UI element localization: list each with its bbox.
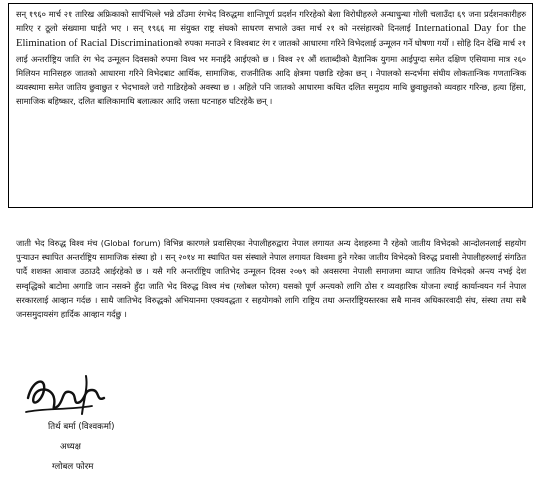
paragraph-global-forum: जाती भेद विरुद्ध विश्व मंच (Global forum) विभिन्न कारणले प्रवासिएका नेपालीहरुद्वारा नेपाल लगायत अन्य देशहरुमा नै रहेको जातीय विभेदको आन्दोलनलाई सहयोग पुऱ्याउन स्थापित अन्तर्राष्ट्रिय सामाजिक संस्था हो । सन् २०१४ मा स्थापित यस संस्थाले नेपाल लगायत विश्वमा हुने गरेका जातीय विभेदको विरुद्ध प्रवासी नेपालीहरुलाई संगठित पार्दै शशक्त आवाज उठाउदै आईरहेको छ । यसै गरि अन्तर्राष्ट्रिय जातिभेद उन्मूलन दिवस २०७९ को अवसरमा नेपाली समाजमा व्याप्त जातिय विभेदको अन्त्य नभई देश सम्वृद्धिको बाटोमा अगाडि जान नसक्ने हुँदा जाति भेद विरुद्ध विश्व मंच (ग्लोबल फोरम) यसको पूर्ण अन्त्यको लागि ठोस र व्यवहारिक योजना ल्याई कार्यान्वयन गर्न नेपाल सरकारलाई आव्हान गर्दछ । साथै जातिभेद विरुद्धको अभियानमा एक्यवद्धता र सहयोगको लागि राष्ट्रिय तथा अन्तर्राष्ट्रियस्तरका सबै मानव अधिकारवादी संघ, संस्था तथा सबै जनसमुदायसंग हार्दिक आव्हान गर्दछु ।	[16, 238, 526, 320]
paragraph-intro	[16, 7, 526, 108]
un-day-english-title: International Day for the Elimination of Racial Discrimination	[16, 23, 527, 50]
signer-title: अध्यक्ष	[60, 442, 81, 452]
paragraph-intro-text-2: को रुपका मनाउने र विश्वबाट रंग र जातको आधारमा गरिने विभेदलाई उन्मूलन गर्ने घोषणा गर्यो । सोहि दिन देखि मार्च २१ लाई अन्तर्राष्ट्रिय जाति रंग भेद उन्मूलन दिवसको रुपमा विश्व भर मनाईदै आईएको छ । विश्व २१ औं शताब्दीको वैज्ञानिक युगमा आईपुग्दा समेत दक्षिण एसियामा मात्र २६० मिलियन मानिसहरु जातको आधारमा गरिने विभेदबाट आर्थिक, सामाजिक, राजनीतिक आदि क्षेत्रमा पछाडि रहेका छन् । नेपालको सन्दर्भमा संघीय लोकतान्त्रिक गणतान्त्रिक व्यवस्थामा समेत जातिय छुवाछुत र भेदभावले जरो गाडिरहेको अवस्था छ । अहिले पनि जातको आधारमा कथित दलित समुदाय माथि छुवाछुतको व्यवहार गरिन्छ, हत्या हिंसा, सामाजिक बहिष्कार, दलित बालिकामाथि बलात्कार आदि जस्ता घटनाहरु घटिरहेकै छन् ।	[16, 38, 526, 107]
signer-name: तिर्थ बर्मा (विश्वकर्मा)	[48, 422, 115, 432]
signature-block	[22, 368, 222, 478]
paragraph-intro-text-1: सन् १९६० मार्च २१ तारिख अफ्रिकाको सार्पभिल्ले भन्ने ठाँउमा रंगभेद विरुद्धमा शान्तिपूर्ण प्रदर्शन गरिरहेको बेला विरोधीहरुले अन्धाधुन्धा गोली चलाउँदा ६९ जना प्रर्दशनकारीहरु मारिए र ठूलो संख्यामा घाईते भए । सन् १९६६ मा संयुक्त राष्ट्र संघको साधरण सभाले उक्त मार्च २१ को नरसंहारको दिनलाई	[16, 9, 526, 34]
signer-organization: ग्लोबल फोरम	[52, 462, 94, 472]
handwritten-signature	[22, 368, 112, 424]
